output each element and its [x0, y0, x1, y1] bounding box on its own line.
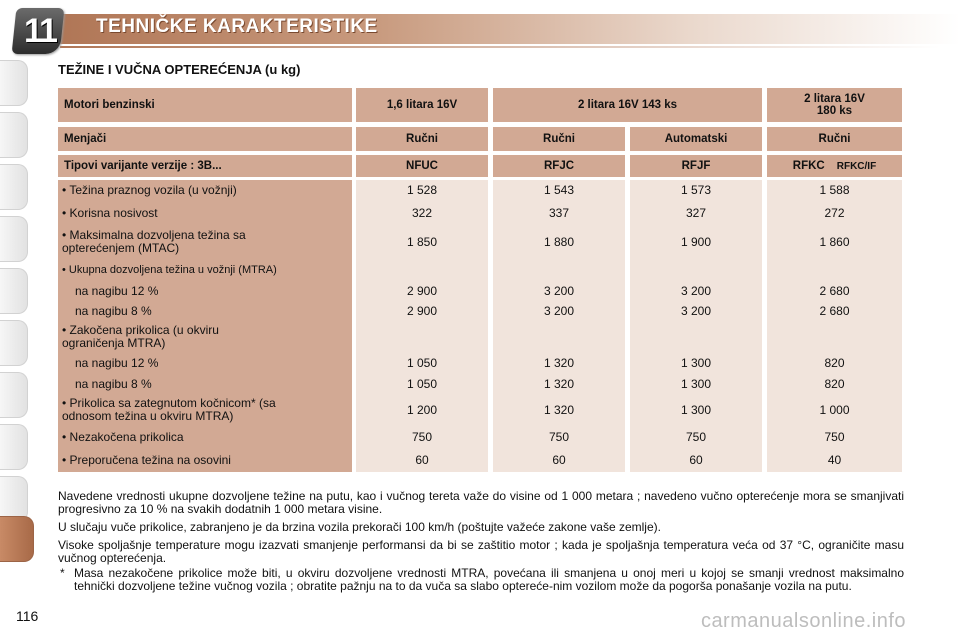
chapter-tab[interactable] — [0, 424, 28, 470]
chapter-tabs — [0, 60, 40, 580]
row-label: • Korisna nosivost — [62, 205, 158, 220]
row-value: 322 — [411, 206, 433, 220]
row-value: 1 050 — [406, 356, 438, 370]
row-value: 1 900 — [680, 235, 712, 249]
chapter-tab-active[interactable] — [0, 516, 34, 562]
row-value: 3 200 — [543, 304, 575, 318]
engine-col1: 1,6 litara 16V — [356, 88, 488, 122]
notes — [58, 490, 904, 593]
table-row — [58, 395, 902, 425]
row-value: 327 — [685, 206, 707, 220]
row-value: 1 050 — [406, 377, 438, 391]
row-value: 1 588 — [819, 183, 850, 197]
variant-col3: RFJF — [630, 155, 762, 177]
gearbox-col2: Ručni — [493, 127, 625, 151]
header-title: TEHNIČKE KARAKTERISTIKE — [96, 16, 378, 37]
row-label: • Težina praznog vozila (u vožnji) — [62, 182, 237, 197]
row-value: 750 — [824, 430, 845, 444]
variant-col2: RFJC — [493, 155, 625, 177]
row-value: 1 320 — [543, 356, 575, 370]
row-label: • Ukupna dozvoljena težina u vožnji (MTRA) — [62, 263, 277, 276]
row-value: 337 — [548, 206, 570, 220]
row-value: 1 320 — [543, 403, 575, 417]
row-value: 1 300 — [680, 356, 712, 370]
table-row — [58, 353, 902, 373]
table-row — [58, 180, 902, 200]
row-value: 272 — [824, 206, 845, 220]
row-value: 60 — [689, 453, 703, 467]
row-value: 820 — [824, 377, 845, 391]
row-value: 2 680 — [819, 304, 850, 318]
row-value: 3 200 — [680, 304, 712, 318]
row-value: 1 543 — [543, 183, 575, 197]
table-header-variants — [58, 155, 902, 177]
table-row — [58, 450, 902, 470]
chapter-tab[interactable] — [0, 112, 28, 158]
row-value: 3 200 — [543, 284, 575, 298]
header-divider — [60, 46, 940, 48]
variant-col4-a: RFKC — [792, 160, 825, 172]
table-header-engines — [58, 88, 902, 122]
gearbox-col3: Automatski — [630, 127, 762, 151]
table-row — [58, 260, 902, 280]
row-value: 1 000 — [819, 403, 850, 417]
row-value: 2 900 — [406, 284, 438, 298]
row-value: 1 320 — [543, 377, 575, 391]
variants-label: Tipovi varijante verzije : 3B... — [58, 155, 352, 177]
footnote — [58, 567, 904, 593]
row-value: 750 — [548, 430, 570, 444]
table-row — [58, 281, 902, 301]
row-value: 3 200 — [680, 284, 712, 298]
row-value: 1 573 — [680, 183, 712, 197]
row-value: 60 — [552, 453, 566, 467]
row-label: na nagibu 8 % — [75, 376, 152, 391]
footnote-text: Masa nezakočene prikolice može biti, u okviru dozvoljene vrednosti MTRA, povećana ili smanjena u onoj meri u kojoj se smanji vrednost maksimalno tehnički dozvoljene težine vučnog vozila ; obratite pažnju na to da vuča sa slabo optereće-nim vozilom može da pogorša ponašanje vozila na putu. — [74, 566, 904, 593]
row-label: na nagibu 8 % — [75, 303, 152, 318]
variant-col4 — [767, 155, 902, 177]
table-header-gearbox — [58, 127, 902, 151]
row-label: • Maksimalna dozvoljena težina sa opterećenjem (MTAC) — [62, 228, 246, 255]
watermark: carmanualsonline.info — [700, 610, 906, 632]
row-value: 1 860 — [819, 235, 850, 249]
chapter-tab[interactable] — [0, 320, 28, 366]
row-label: • Nezakočena prikolica — [62, 429, 184, 444]
chapter-tab[interactable] — [0, 60, 28, 106]
note-temperature: Visoke spoljašnje temperature mogu izazvati smanjenje performansi da bi se zaštitio motor ; kada je spoljašnja temperatura veća od 37 °C, ograničite masu vučnog opterećenja. — [58, 538, 904, 565]
row-value: 2 680 — [819, 284, 850, 298]
table-row — [58, 301, 902, 321]
gearbox-col1: Ručni — [356, 127, 488, 151]
table-row — [58, 374, 902, 394]
row-value: 60 — [415, 453, 429, 467]
row-value: 40 — [827, 453, 842, 467]
row-label: • Zakočena prikolica (u okviru ograničenja MTRA) — [62, 323, 219, 350]
row-label: • Preporučena težina na osovini — [62, 452, 231, 467]
chapter-tab[interactable] — [0, 164, 28, 210]
table-row — [58, 322, 902, 352]
table-row — [58, 427, 902, 447]
chapter-tab[interactable] — [0, 268, 28, 314]
engine-col23: 2 litara 16V 143 ks — [493, 88, 762, 122]
row-value: 1 300 — [680, 377, 712, 391]
row-value: 1 880 — [543, 235, 575, 249]
row-label: na nagibu 12 % — [75, 283, 159, 298]
chapter-tab[interactable] — [0, 372, 28, 418]
row-value: 1 850 — [406, 235, 438, 249]
row-value: 2 900 — [406, 304, 438, 318]
gearbox-col4: Ručni — [767, 127, 902, 151]
chapter-tab[interactable] — [0, 216, 28, 262]
row-value: 1 528 — [406, 183, 438, 197]
page-number: 116 — [16, 608, 39, 624]
engine-col4-line2: 180 ks — [816, 105, 853, 117]
row-value: 750 — [685, 430, 707, 444]
variant-col1: NFUC — [356, 155, 488, 177]
footnote-mark: * — [60, 566, 65, 580]
section-title: TEŽINE I VUČNA OPTEREĆENJA (u kg) — [58, 62, 301, 77]
engine-col4 — [767, 88, 902, 122]
engine-col4-line1: 2 litara 16V — [804, 93, 865, 105]
engines-label: Motori benzinski — [58, 88, 352, 122]
row-value: 1 300 — [680, 403, 712, 417]
table-row — [58, 227, 902, 257]
row-label: • Prikolica sa zategnutom kočnicom* (sa odnosom težina u okviru MTRA) — [62, 396, 276, 423]
chapter-number: 11 — [24, 12, 56, 50]
row-label: na nagibu 12 % — [75, 355, 159, 370]
variant-col4-b: RFKC/IF — [836, 160, 877, 172]
table-row — [58, 203, 902, 223]
row-value: 750 — [411, 430, 433, 444]
note-speed: U slučaju vuče prikolice, zabranjeno je da brzina vozila prekorači 100 km/h (poštujte važeće zakone vaše zemlje). — [58, 520, 661, 534]
gearbox-label: Menjači — [58, 127, 352, 151]
row-value: 820 — [824, 356, 845, 370]
row-value: 1 200 — [406, 403, 438, 417]
note-altitude: Navedene vrednosti ukupne dozvoljene težine na putu, kao i vučnog tereta važe do visine od 1 000 metara ; navedeno vučno opterećenje mora se smanjivati progresivno za 10 % na svakih dodatnih 1 000 metara visine. — [58, 489, 904, 516]
